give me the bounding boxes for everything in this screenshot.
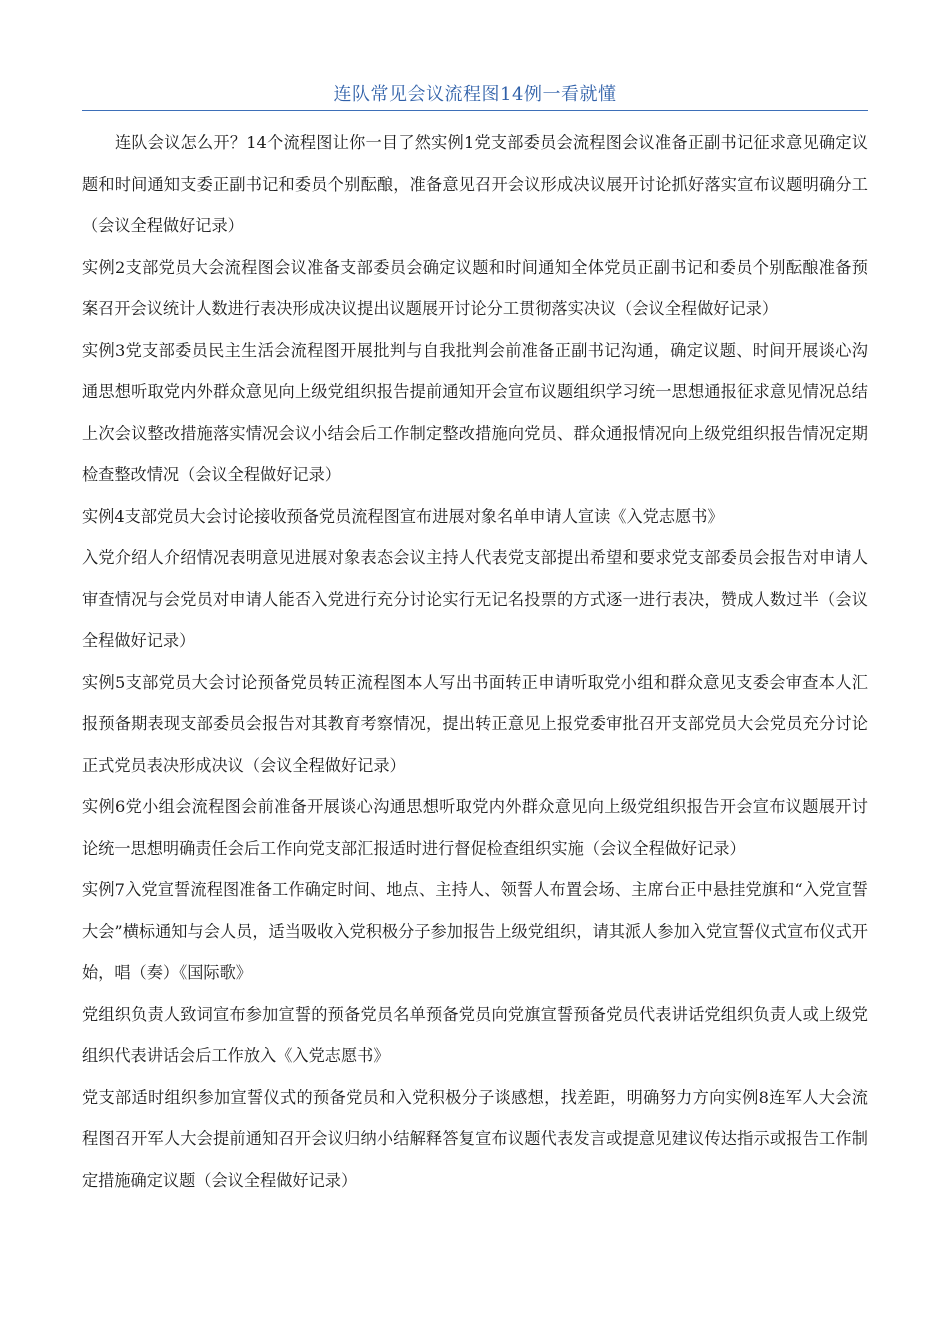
document-title: 连队常见会议流程图14例一看就懂	[333, 84, 617, 105]
paragraph-example-3: 实例3党支部委员民主生活会流程图开展批判与自我批判会前准备正副书记沟通，确定议题、时间开展谈心沟通思想听取党内外群众意见向上级党组织报告提前通知开会宣布议题组织学习统一思想通报征求意见情况总结上次会议整改措施落实情况会议小结会后工作制定整改措施向党员、群众通报情况向上级党组织报告情况定期检查整改情况（会议全程做好记录）	[82, 340, 868, 484]
paragraph-example-7-cont: 党组织负责人致词宣布参加宣誓的预备党员名单预备党员向党旗宣誓预备党员代表讲话党组织负责人或上级党组织代表讲话会后工作放入《入党志愿书》	[82, 1004, 868, 1065]
paragraph-example-4: 实例4支部党员大会讨论接收预备党员流程图宣布进展对象名单申请人宣读《入党志愿书》	[82, 506, 724, 526]
paragraph-intro: 连队会议怎么开？14个流程图让你一目了然实例1党支部委员会流程图会议准备正副书记征求意见确定议题和时间通知支委正副书记和委员个别酝酿，准备意见召开会议形成决议展开讨论抓好落实宣布议题明确分工（会议全程做好记录）	[82, 133, 868, 235]
paragraph-example-7: 实例7入党宣誓流程图准备工作确定时间、地点、主持人、领誓人布置会场、主席台正中悬挂党旗和“入党宣誓大会”横标通知与会人员，适当吸收入党积极分子参加报告上级党组织，请其派人参加入党宣誓仪式宣布仪式开始，唱（奏）《国际歌》	[82, 880, 868, 982]
paragraph-example-4-cont: 入党介绍人介绍情况表明意见进展对象表态会议主持人代表党支部提出希望和要求党支部委员会报告对申请人审查情况与会党员对申请人能否入党进行充分讨论实行无记名投票的方式逐一进行表决，赞成人数过半（会议全程做好记录）	[82, 548, 868, 650]
paragraph-example-5: 实例5支部党员大会讨论预备党员转正流程图本人写出书面转正申请听取党小组和群众意见支委会审查本人汇报预备期表现支部委员会报告对其教育考察情况，提出转正意见上报党委审批召开支部党员大会党员充分讨论正式党员表决形成决议（会议全程做好记录）	[82, 672, 868, 775]
paragraph-example-6: 实例6党小组会流程图会前准备开展谈心沟通思想听取党内外群众意见向上级党组织报告开会宣布议题展开讨论统一思想明确责任会后工作向党支部汇报适时进行督促检查组织实施（会议全程做好记录）	[82, 797, 868, 858]
paragraph-example-2: 实例2支部党员大会流程图会议准备支部委员会确定议题和时间通知全体党员正副书记和委员个别酝酿准备预案召开会议统计人数进行表决形成决议提出议题展开讨论分工贯彻落实决议（会议全程做好记录）	[82, 257, 868, 318]
title-underline	[82, 110, 868, 111]
document-body	[82, 122, 868, 1201]
paragraph-example-8: 党支部适时组织参加宣誓仪式的预备党员和入党积极分子谈感想，找差距，明确努力方向实例8连军人大会流程图召开军人大会提前通知召开会议归纳小结解释答复宣布议题代表发言或提意见建议传达指示或报告工作制定措施确定议题（会议全程做好记录）	[82, 1087, 868, 1190]
